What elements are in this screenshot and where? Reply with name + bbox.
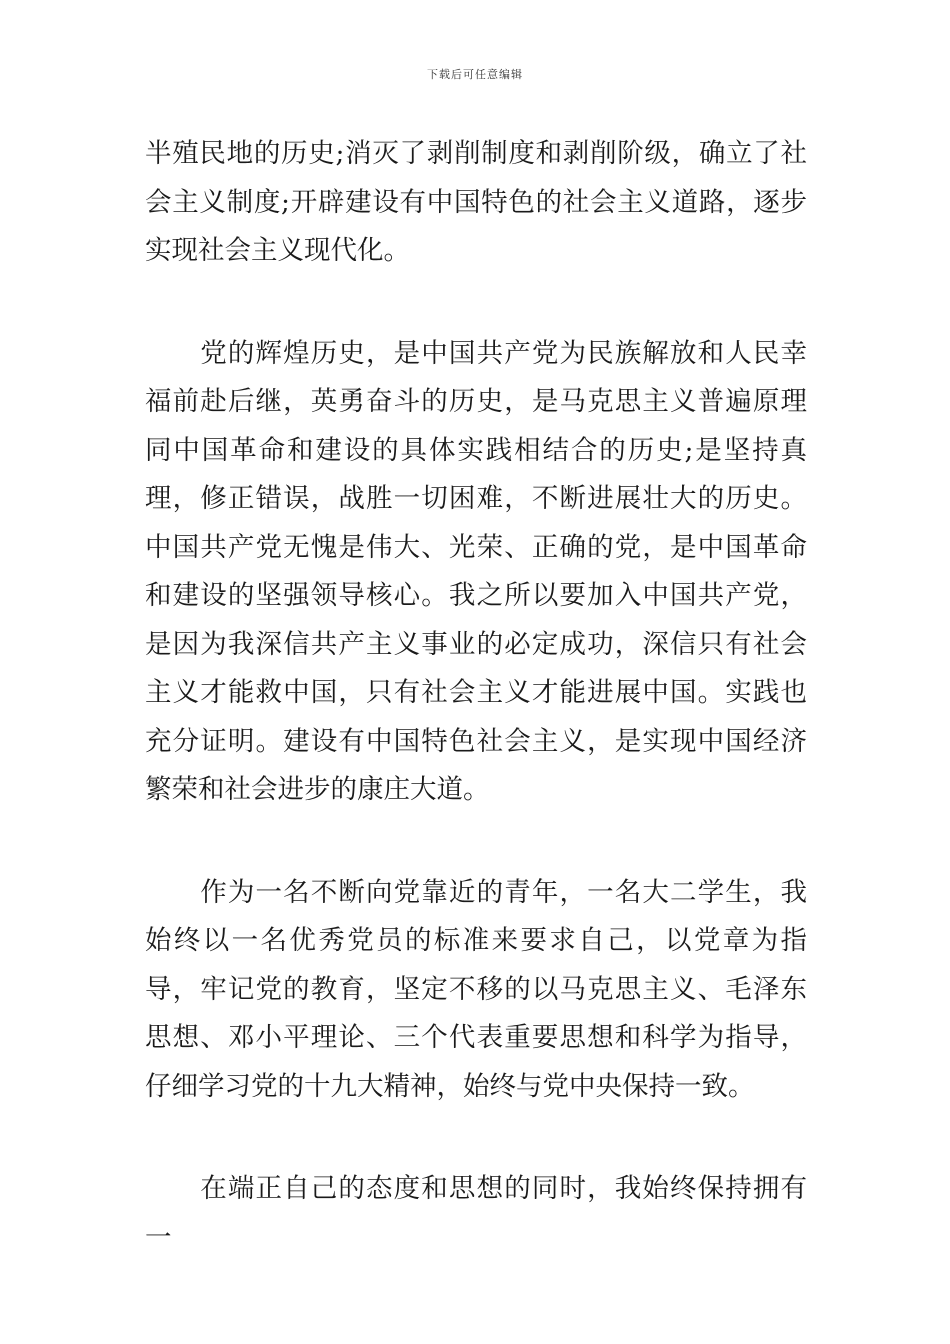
page-header: 下载后可任意编辑 [427,68,523,81]
paragraph-2: 党的辉煌历史，是中国共产党为民族解放和人民幸福前赴后继，英勇奋斗的历史，是马克思主义普遍原理同中国革命和建设的具体实践相结合的历史;是坚持真理，修正错误，战胜一切困难，不断进展壮大的历史。中国共产党无愧是伟大、光荣、正确的党，是中国革命和建设的坚强领导核心。我之所以要加入中国共产党，是因为我深信共产主义事业的必定成功，深信只有社会主义才能救中国，只有社会主义才能进展中国。实践也充分证明。建设有中国特色社会主义，是实现中国经济繁荣和社会进步的康庄大道。 [145,337,807,805]
paragraph-gap [145,815,807,869]
paragraph-1: 半殖民地的历史;消灭了剥削制度和剥削阶级，确立了社会主义制度;开辟建设有中国特色的社会主义道路，逐步实现社会主义现代化。 [145,138,807,266]
paragraph-4: 在端正自己的态度和思想的同时，我始终保持拥有一 [145,1173,807,1253]
paragraph-3: 作为一名不断向党靠近的青年，一名大二学生，我始终以一名优秀党员的标准来要求自己，以党章为指导，牢记党的教育，坚定不移的以马克思主义、毛泽东思想、邓小平理论、三个代表重要思想和科学为指导，仔细学习党的十九大精神，始终与党中央保持一致。 [145,876,807,1102]
paragraph-gap [145,1111,807,1165]
paragraph-gap [145,276,807,330]
document-body [145,130,807,1262]
